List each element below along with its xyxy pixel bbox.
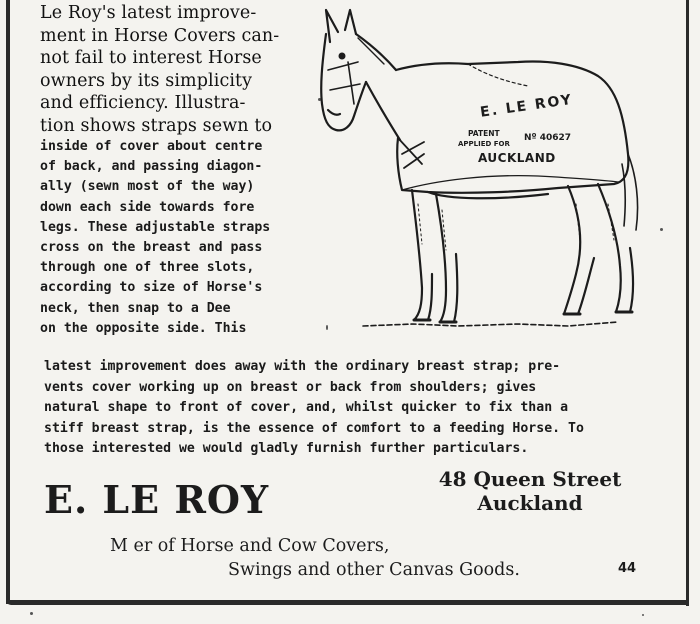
intro-body-line: on the opposite side. This (40, 320, 247, 336)
continuation-line: latest improvement does away with the ordinary breast strap; pre- (44, 359, 561, 374)
horse-with-cover-icon (318, 4, 653, 339)
page-border-bottom (6, 600, 689, 605)
page-number: 44 (618, 561, 637, 576)
intro-lead-line: not fail to interest Horse (40, 48, 262, 68)
intro-lead-line: owners by its simplicity (40, 70, 253, 91)
ink-speck (30, 612, 33, 615)
intro-lead-line: ment in Horse Covers can- (40, 25, 280, 46)
address-street: 48 Queen Street (438, 467, 622, 491)
intro-body-line: down each side towards fore (40, 199, 255, 215)
cover-patent-number: Nº 40627 (524, 133, 572, 143)
tagline-line-2: Swings and other Canvas Goods. (228, 560, 520, 580)
ink-speck (642, 614, 644, 616)
intro-body-line: of back, and passing diagon- (40, 159, 263, 175)
intro-body-line: neck, then snap to a Dee (40, 300, 231, 316)
intro-lead-line: Le Roy's latest improve- (40, 3, 257, 23)
intro-body-line: ally (sewn most of the way) (40, 179, 255, 195)
cover-maker-label: E. LE ROY (479, 91, 574, 121)
intro-body-line: cross on the breast and pass (40, 240, 263, 256)
intro-lead-line: and efficiency. Illustra- (40, 93, 246, 113)
continuation-line: natural shape to front of cover, and, whilst quicker to fix than a (44, 400, 569, 415)
tagline-line-1: M er of Horse and Cow Covers, (110, 536, 390, 556)
continuation-line: vents cover working up on breast or back from shoulders; gives (44, 379, 537, 395)
cover-place-label: AUCKLAND (478, 151, 556, 165)
cover-applied-label: APPLIED FOR (458, 140, 510, 148)
intro-lead-line: tion shows straps sewn to (40, 115, 273, 136)
continuation-line: those interested we would gladly furnish further particulars. (44, 441, 529, 456)
intro-body-line: inside of cover about centre (40, 139, 263, 154)
cover-patent-label: PATENT (468, 129, 500, 138)
intro-body-line: according to size of Horse's (40, 280, 263, 296)
page-border-right (686, 0, 689, 606)
horse-illustration (318, 4, 653, 339)
brand-name: E. LE ROY (44, 477, 270, 522)
address-city: Auckland (477, 491, 583, 515)
address-block (405, 467, 655, 515)
intro-body-line: through one of three slots, (40, 260, 255, 276)
ink-speck (660, 228, 663, 231)
advertisement-intro (40, 2, 310, 339)
advertisement-continuation (44, 357, 654, 460)
continuation-line: stiff breast strap, is the essence of comfort to a feeding Horse. To (44, 420, 584, 436)
intro-body-line: legs. These adjustable straps (40, 219, 271, 235)
page-border-left (6, 0, 10, 604)
